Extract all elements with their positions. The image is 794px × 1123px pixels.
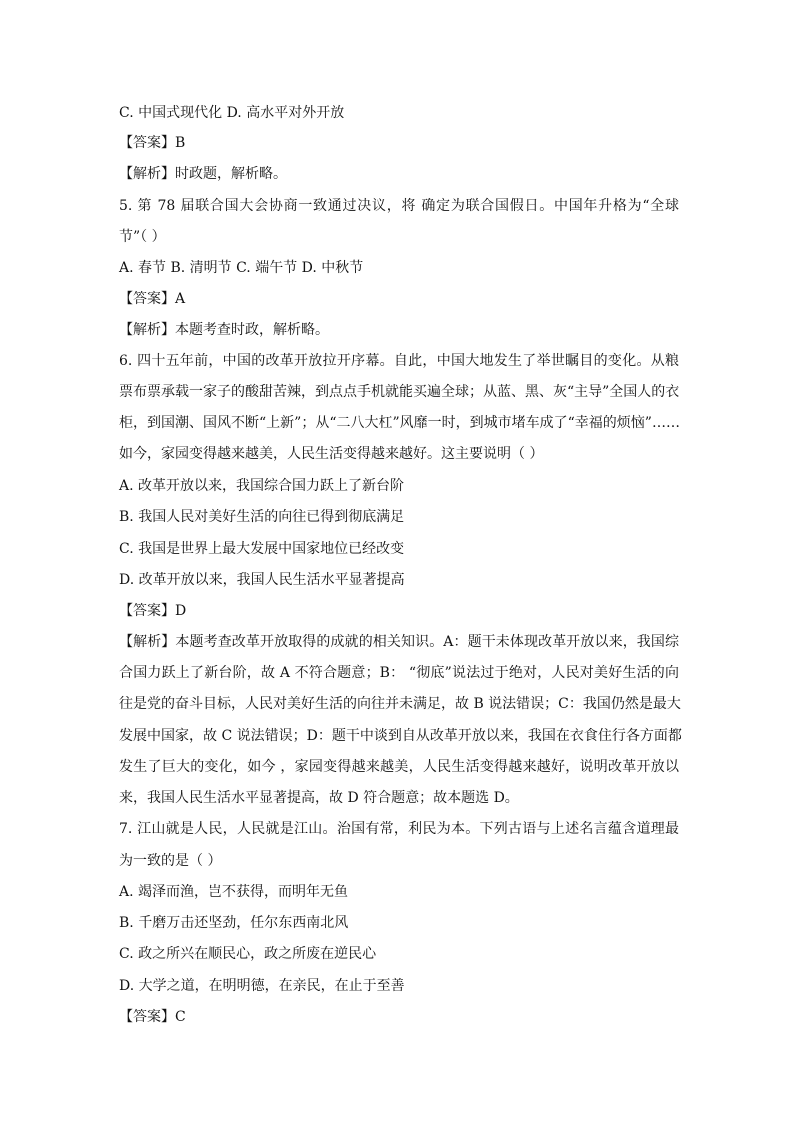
q7-answer: 【答案】C	[119, 1009, 186, 1025]
q6-analysis-line2: 合国力跃上了新台阶，故 A 不符合题意；B： “彻底”说法过于绝对，人民对美好生活的向	[119, 665, 679, 681]
q7-option-c: C. 政之所兴在顺民心，政之所废在逆民心	[119, 946, 377, 962]
q6-stem-line3: 柜，到国潮、国风不断“上新”；从“二八大杠”风靡一时，到城市堵车成了“幸福的烦恼”……	[119, 415, 680, 431]
q6-option-b: B. 我国人民对美好生活的向往已得到彻底满足	[119, 509, 405, 525]
q6-stem-line4: 如今，家园变得越来越美，人民生活变得越来越好。这主要说明（ ）	[119, 446, 544, 462]
q6-stem-line1: 6. 四十五年前，中国的改革开放拉开序幕。自此，中国大地发生了举世瞩目的变化。从粮	[119, 353, 679, 369]
q4-options-cd: C. 中国式现代化 D. 高水平对外开放	[119, 105, 345, 121]
q6-analysis-line5: 发生了巨大的变化，如今 ，家园变得越来越美，人民生活变得越来越好，说明改革开放以	[119, 759, 679, 775]
q6-analysis-line3: 往是党的奋斗目标，人民对美好生活的向往并未满足，故 B 说法错误；C：我国仍然是最大	[119, 696, 681, 712]
q5-options: A. 春节 B. 清明节 C. 端午节 D. 中秋节	[119, 260, 364, 276]
q4-answer: 【答案】B	[119, 135, 186, 151]
q6-analysis-line4: 发展中国家，故 C 说法错误；D：题干中谈到自从改革开放以来，我国在衣食住行各方面都	[119, 728, 682, 744]
q6-option-d: D. 改革开放以来，我国人民生活水平显著提高	[119, 572, 405, 588]
q6-option-a: A. 改革开放以来，我国综合国力跃上了新台阶	[119, 478, 405, 494]
q6-option-c: C. 我国是世界上最大发展中国家地位已经改变	[119, 541, 405, 557]
q7-stem-line1: 7. 江山就是人民，人民就是江山。治国有常，利民为本。下列古语与上述名言蕴含道理最	[119, 821, 679, 837]
q4-analysis: 【解析】时政题，解析略。	[119, 166, 287, 182]
q7-option-b: B. 千磨万击还坚劲，任尔东西南北风	[119, 915, 349, 931]
q7-option-a: A. 竭泽而渔，岂不获得，而明年无鱼	[119, 884, 349, 900]
q6-answer: 【答案】D	[119, 603, 187, 619]
q5-answer: 【答案】A	[119, 291, 186, 307]
q5-analysis: 【解析】本题考查时政，解析略。	[119, 322, 329, 338]
q6-analysis-line6: 来，我国人民生活水平显著提高，故 D 符合题意；故本题选 D。	[119, 790, 519, 806]
q7-stem-line2: 为一致的是（ ）	[119, 853, 222, 869]
q7-option-d: D. 大学之道，在明明德，在亲民，在止于至善	[119, 978, 405, 994]
q5-stem-line1: 5. 第 78 届联合国大会协商一致通过决议，将 确定为联合国假日。中国年升格为“全球	[119, 198, 679, 214]
q5-stem-line2: 节”（ ）	[119, 229, 166, 245]
q6-stem-line2: 票布票承载一家子的酸甜苦辣，到点点手机就能买遍全球；从蓝、黑、灰“主导”全国人的衣	[119, 384, 680, 400]
q6-analysis-line1: 【解析】本题考查改革开放取得的成就的相关知识。A：题干未体现改革开放以来，我国综	[119, 634, 679, 650]
